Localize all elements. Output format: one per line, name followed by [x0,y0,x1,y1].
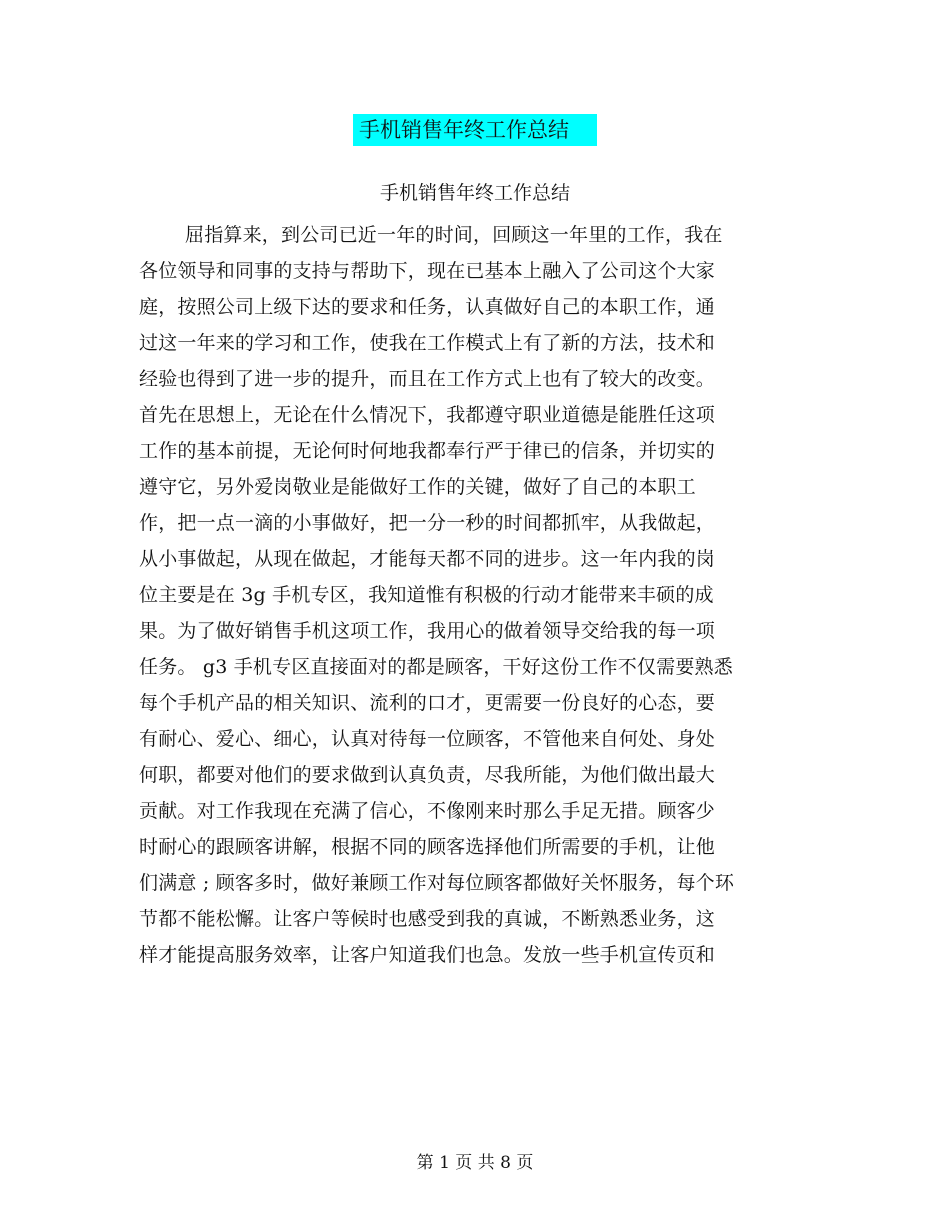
text-line: 时耐心的跟顾客讲解，根据不同的顾客选择他们所需要的手机，让他 [139,836,716,858]
text-line: 首先在思想上，无论在什么情况下，我都遵守职业道德是能胜任这项 [139,404,716,426]
text-line: 样才能提高服务效率，让客户知道我们也急。发放一些手机宣传页和 [139,944,716,966]
text-line: 工作的基本前提，无论何时何地我都奉行严于律已的信条，并切实的 [139,440,716,462]
text-line: 每个手机产品的相关知识、流利的口才，更需要一份良好的心态，要 [139,692,716,714]
page-footer: 第 1 页 共 8 页 [416,1153,534,1173]
text-line: 遵守它，另外爱岗敬业是能做好工作的关键，做好了自己的本职工 [139,476,696,498]
text-line: 过这一年来的学习和工作，使我在工作模式上有了新的方法，技术和 [139,332,716,354]
document-title: 手机销售年终工作总结 [379,182,570,204]
text-line: 屈指算来，到公司已近一年的时间，回顾这一年里的工作，我在 [185,224,723,246]
text-line: 各位领导和同事的支持与帮助下，现在已基本上融入了公司这个大家 [139,260,716,282]
text-line: 经验也得到了进一步的提升，而且在工作方式上也有了较大的改变。 [139,368,716,390]
text-line: 从小事做起，从现在做起，才能每天都不同的进步。这一年内我的岗 [139,548,716,570]
text-line: 位主要是在 3g 手机专区，我知道惟有积极的行动才能带来丰硕的成 [139,584,714,606]
text-line: 有耐心、爱心、细心，认真对待每一位顾客，不管他来自何处、身处 [139,728,716,750]
text-line: 何职，都要对他们的要求做到认真负责，尽我所能，为他们做出最大 [139,764,716,786]
banner-wrapper [0,114,950,146]
text-line: 作，把一点一滴的小事做好，把一分一秒的时间都抓牢，从我做起， [139,512,716,534]
highlighted-title: 手机销售年终工作总结 [353,114,597,146]
body-paragraph [139,220,779,976]
text-line: 们满意 ; 顾客多时，做好兼顾工作对每位顾客都做好关怀服务，每个环 [139,872,735,894]
text-line: 任务。 g3 手机专区直接面对的都是顾客，干好这份工作不仅需要熟悉 [139,656,733,678]
text-line: 贡献。对工作我现在充满了信心，不像刚来时那么手足无措。顾客少 [139,800,716,822]
text-line: 节都不能松懈。让客户等候时也感受到我的真诚，不断熟悉业务，这 [139,908,716,930]
text-line: 庭，按照公司上级下达的要求和任务，认真做好自己的本职工作，通 [139,296,716,318]
text-line: 果。为了做好销售手机这项工作，我用心的做着领导交给我的每一项 [139,620,716,642]
